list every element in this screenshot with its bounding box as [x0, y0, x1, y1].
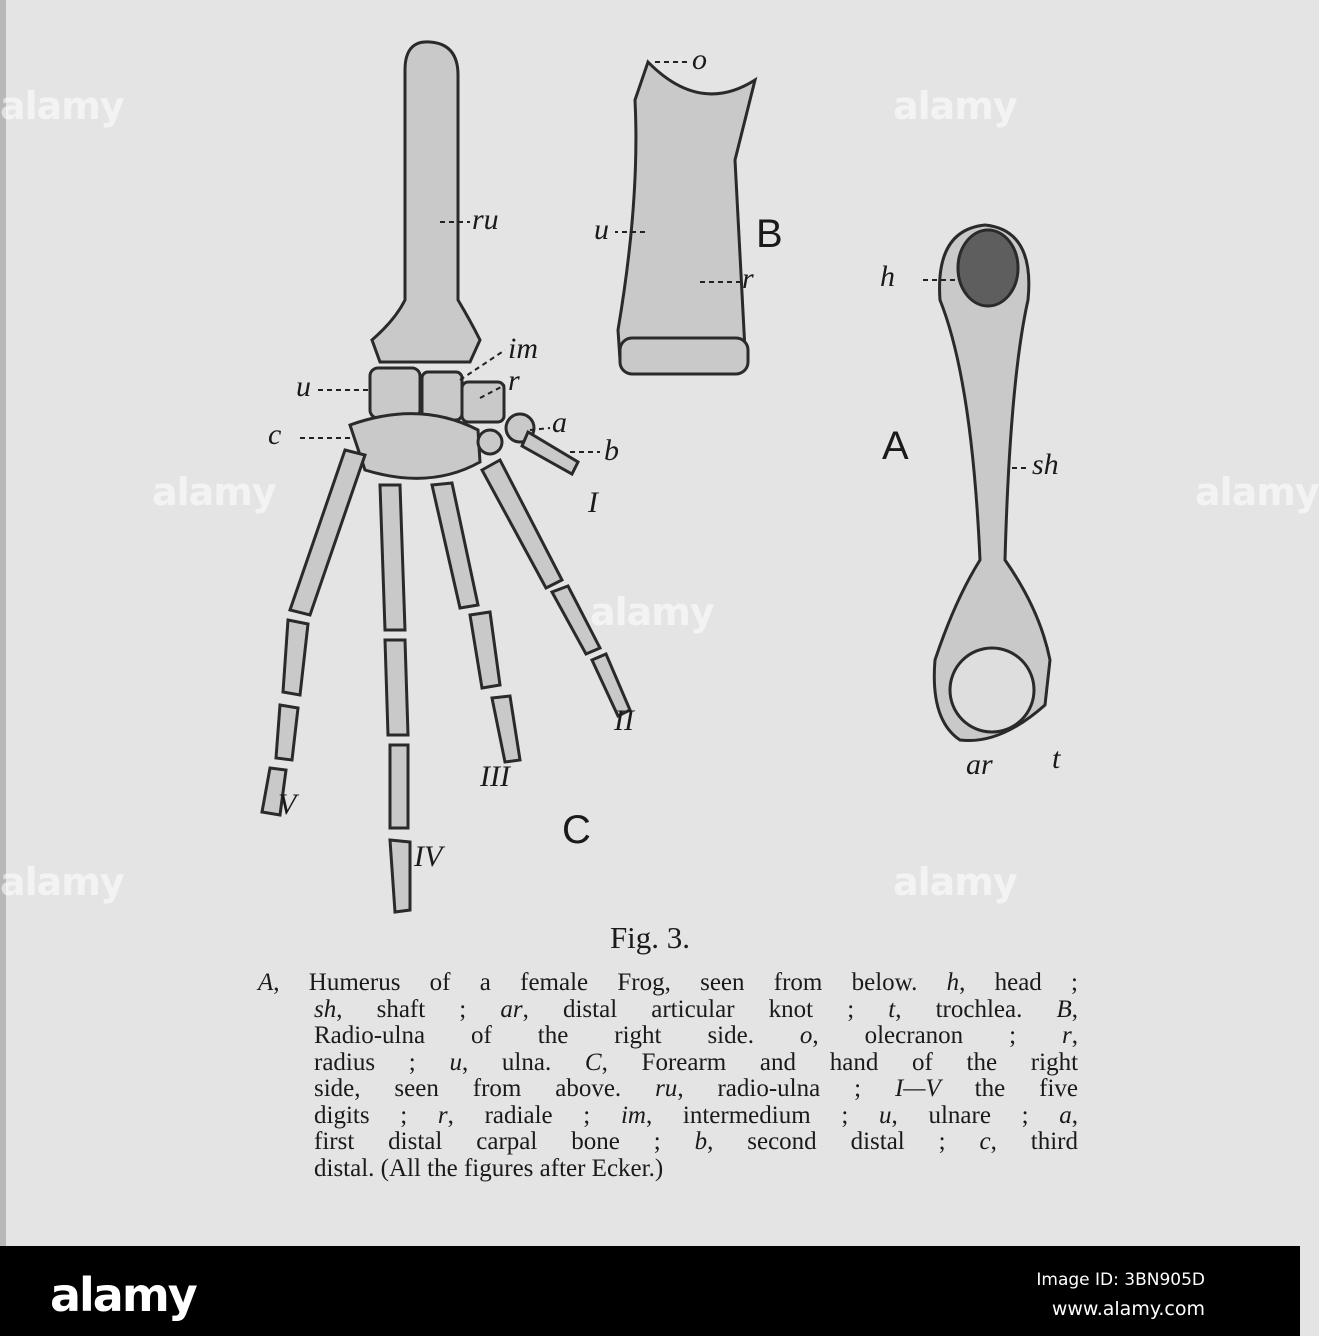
footer-bar	[0, 1246, 1300, 1336]
image-id: Image ID: 3BN905D	[1036, 1270, 1205, 1290]
caption-segment: Radio-ulna of the right side.	[314, 1022, 800, 1049]
site-url: www.alamy.com	[1051, 1298, 1205, 1320]
caption-segment: , second distal ;	[707, 1128, 980, 1155]
caption-segment: ru	[655, 1075, 678, 1102]
label-ar: ar	[966, 748, 993, 781]
caption-segment: radius ;	[314, 1048, 450, 1076]
watermark: alamy	[0, 860, 124, 904]
caption-line	[258, 997, 1078, 1024]
watermark: alamy	[1195, 470, 1319, 514]
label-digit-II: II	[614, 704, 634, 737]
caption-segment: a	[1059, 1101, 1072, 1129]
bone-radio-ulna	[372, 42, 480, 362]
caption-segment: sh	[314, 995, 337, 1023]
panel-label-A: A	[882, 424, 909, 468]
caption-segment: im	[620, 1101, 646, 1129]
caption-segment: u	[879, 1101, 892, 1129]
figure-caption	[258, 970, 1078, 1182]
label-r-radius: r	[742, 262, 754, 295]
caption-line	[258, 1023, 1078, 1050]
label-o: o	[692, 43, 707, 76]
caption-segment: , Forearm and hand of the right	[601, 1048, 1079, 1076]
label-digit-V: V	[278, 788, 297, 821]
caption-line	[258, 1103, 1078, 1130]
bone-radio-ulna-side	[618, 62, 755, 363]
label-ru: ru	[472, 203, 499, 236]
caption-segment: distal. (All the figures after Ecker.)	[314, 1154, 664, 1182]
caption-segment: , intermedium ;	[645, 1101, 879, 1129]
caption-line	[258, 1050, 1078, 1077]
caption-segment: B	[1056, 995, 1072, 1023]
watermark: alamy	[0, 84, 124, 128]
caption-segment: ,	[1071, 995, 1078, 1023]
caption-segment: , trochlea.	[895, 995, 1057, 1023]
bone-intermedium	[422, 372, 462, 420]
caption-segment: A	[258, 969, 274, 996]
panel-label-C: C	[562, 808, 591, 852]
caption-segment: , radiale ;	[447, 1101, 621, 1129]
caption-segment: ,	[1071, 1022, 1078, 1049]
caption-segment: ,	[1071, 1101, 1079, 1129]
caption-segment: b	[694, 1128, 708, 1155]
caption-segment: h	[946, 969, 960, 996]
caption-segment: the five	[940, 1075, 1078, 1102]
caption-segment: side, seen from above.	[314, 1075, 656, 1102]
caption-segment: C	[584, 1048, 602, 1076]
caption-segment: , ulna.	[461, 1048, 585, 1076]
caption-segment: I—V	[894, 1075, 941, 1102]
label-b: b	[604, 434, 619, 467]
label-c: c	[268, 418, 282, 451]
panel-label-B: B	[756, 212, 783, 256]
caption-segment: ar	[500, 995, 523, 1023]
caption-segment: r	[437, 1101, 448, 1129]
caption-segment: u	[449, 1048, 462, 1076]
bone-ulnare	[370, 368, 420, 418]
bone-second-distal	[478, 430, 502, 454]
watermark: alamy	[893, 860, 1017, 904]
caption-segment: , third	[990, 1128, 1079, 1155]
caption-segment: digits ;	[314, 1101, 438, 1129]
label-sh: sh	[1032, 448, 1059, 481]
label-digit-IV: IV	[414, 840, 443, 873]
caption-line	[258, 970, 1078, 997]
watermark: alamy	[590, 590, 714, 634]
caption-segment: o	[799, 1022, 813, 1049]
bone-third-distal	[350, 414, 480, 479]
caption-segment: , olecranon ;	[812, 1022, 1062, 1049]
watermark: alamy	[152, 470, 276, 514]
label-digit-III: III	[480, 760, 510, 793]
caption-segment: t	[888, 995, 896, 1023]
alamy-logo: alamy	[50, 1268, 196, 1322]
caption-segment: first distal carpal bone ;	[314, 1128, 695, 1155]
bone-humerus-head	[958, 230, 1018, 306]
label-im: im	[508, 332, 538, 365]
caption-line	[258, 1156, 1078, 1183]
caption-segment: c	[979, 1128, 991, 1155]
caption-line	[258, 1129, 1078, 1156]
label-a: a	[552, 406, 567, 439]
figure-title: Fig. 3.	[609, 920, 691, 955]
label-u-ulna: u	[594, 213, 609, 246]
bone-digit-I	[522, 432, 578, 474]
caption-segment: r	[1062, 1022, 1072, 1049]
caption-segment: , shaft ;	[336, 995, 501, 1023]
caption-segment: , ulnare ;	[891, 1101, 1060, 1129]
caption-segment: , Humerus of a female Frog, seen from below.	[273, 969, 947, 996]
bone-digit-IV	[380, 485, 410, 912]
bone-digit-V	[262, 450, 365, 815]
label-digit-I: I	[588, 486, 598, 519]
watermark: alamy	[893, 84, 1017, 128]
bone-digit-II	[482, 460, 630, 716]
label-u-carpal: u	[296, 370, 311, 403]
label-r-carpal: r	[508, 364, 520, 397]
label-h: h	[880, 260, 895, 293]
caption-segment: , distal articular knot ;	[522, 995, 889, 1023]
caption-line	[258, 1076, 1078, 1103]
bone-articular-knot	[950, 648, 1034, 732]
caption-segment: , radio-ulna ;	[677, 1075, 895, 1102]
bone-digit-III	[432, 483, 520, 762]
bone-distal-ends	[620, 338, 748, 374]
caption-segment: , head ;	[959, 969, 1079, 996]
label-t: t	[1052, 742, 1061, 775]
